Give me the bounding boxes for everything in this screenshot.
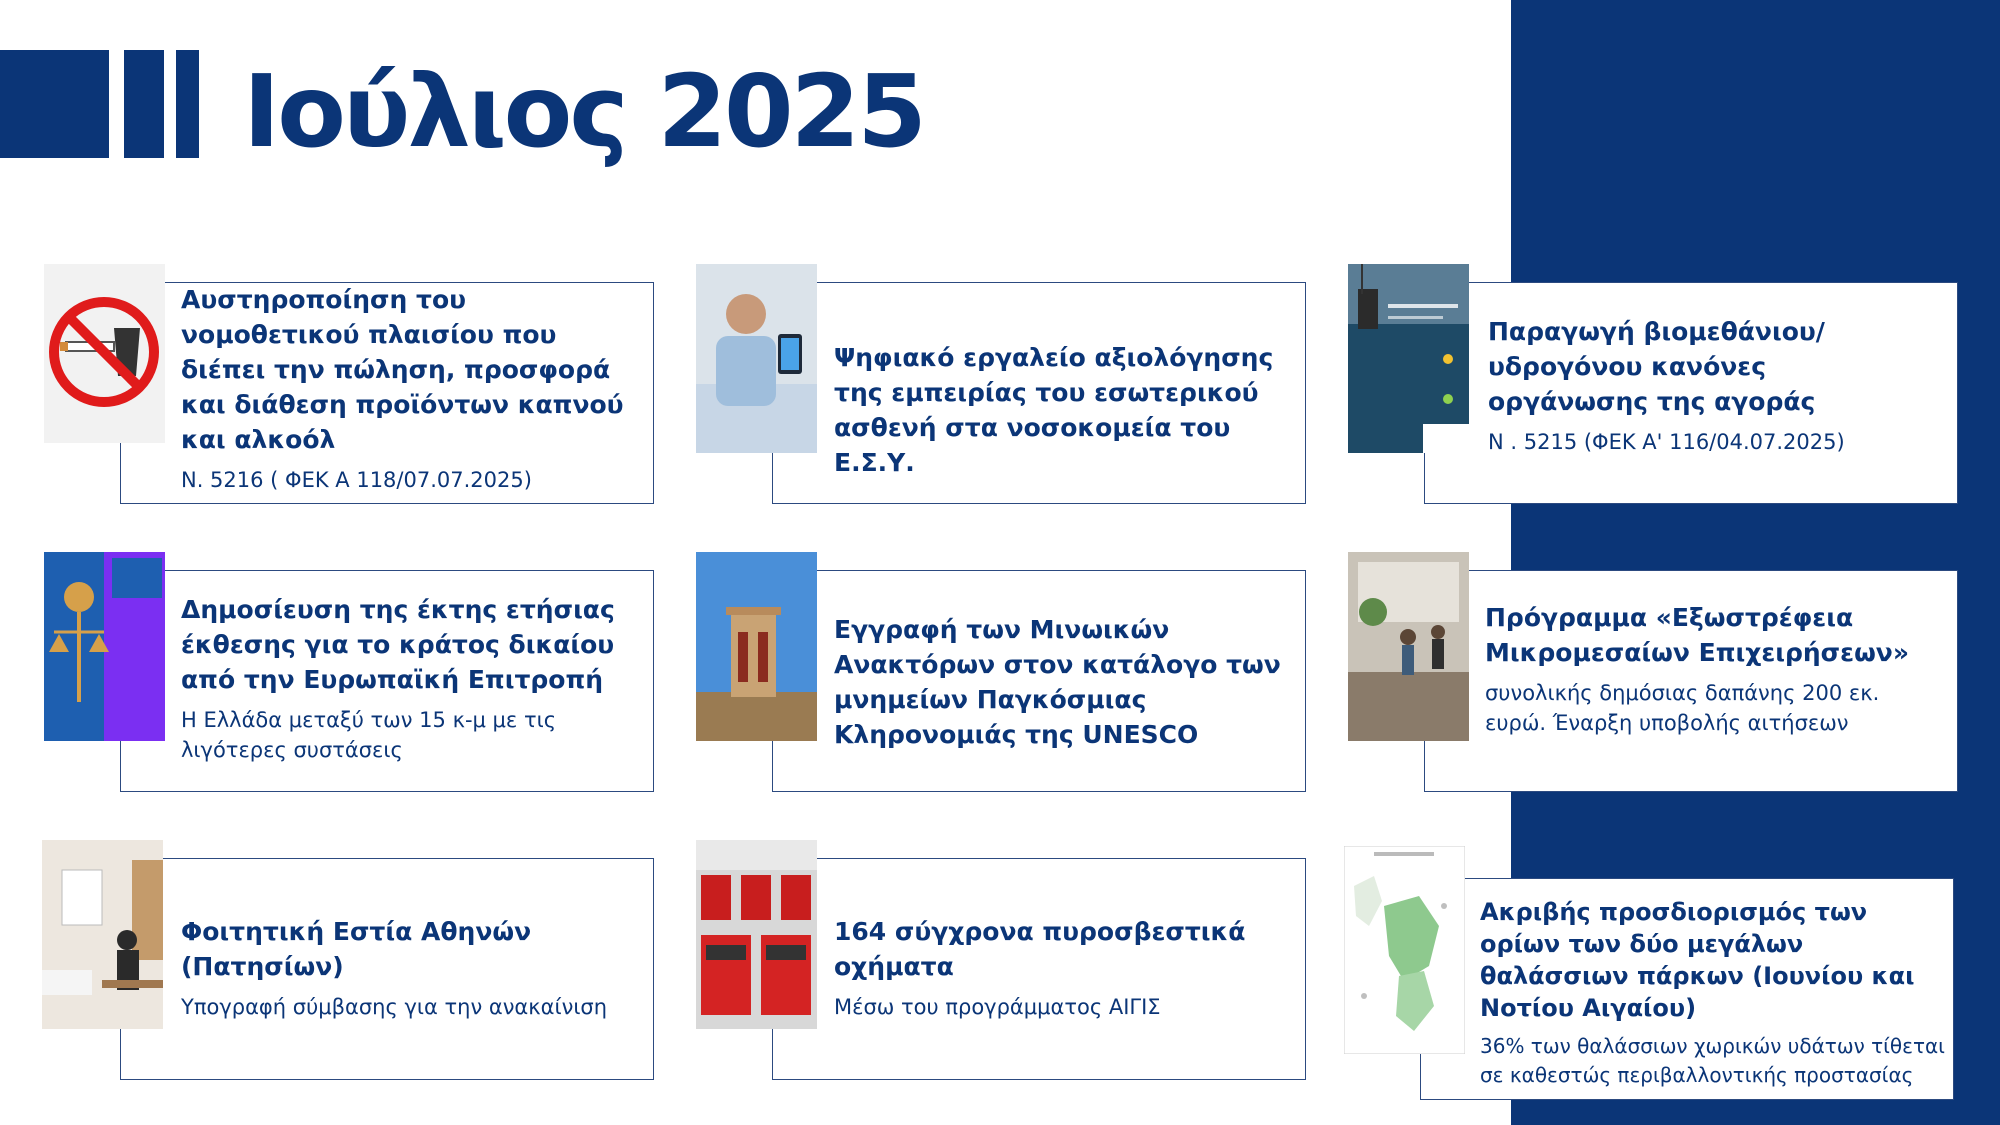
- card-subtitle: συνολικής δημόσιας δαπάνης 200 εκ. ευρώ. Έναρξη υποβολής αιτήσεων: [1485, 681, 1880, 735]
- card-title: 164 σύγχρονα πυροσβεστικά οχήματα: [834, 917, 1246, 981]
- card-subtitle: Υπογραφή σύμβασης για την ανακαίνιση: [181, 995, 608, 1019]
- card-title: Εγγραφή των Μινωικών Ανακτόρων στον κατάλογο των μνημείων Παγκόσμιας Κληρονομιάς της UNESCO: [834, 615, 1281, 749]
- minoan-palace-photo: [696, 552, 817, 741]
- page-title: Ιούλιος 2025: [243, 53, 924, 170]
- marine-parks-map: [1344, 846, 1465, 1054]
- rule-of-law-report-image: [44, 552, 165, 741]
- student-dorm-room-photo: [42, 840, 163, 1029]
- card-subtitle: Μέσω του προγράμματος ΑΙΓΙΣ: [834, 995, 1161, 1019]
- patient-tablet-photo: [696, 264, 817, 453]
- fire-trucks-photo: [696, 840, 817, 1029]
- card-title: Φοιτητική Εστία Αθηνών (Πατησίων): [181, 917, 532, 981]
- card-title: Ψηφιακό εργαλείο αξιολόγησης της εμπειρίας του εσωτερικού ασθενή στα νοσοκομεία του Ε.Σ.Υ.: [834, 343, 1274, 477]
- card-subtitle: Η Ελλάδα μεταξύ των 15 κ-μ με τις λιγότερες συστάσεις: [181, 708, 557, 762]
- card-title: Ακριβής προσδιορισμός των ορίων των δύο μεγάλων θαλάσσιων πάρκων (Ιουνίου και Νοτίου Αιγαίου): [1480, 898, 1915, 1022]
- card-title: Δημοσίευση της έκτης ετήσιας έκθεσης για το κράτος δικαίου από την Ευρωπαϊκή Επιτροπή: [181, 595, 615, 694]
- card-title: Πρόγραμμα «Εξωστρέφεια Μικρομεσαίων Επιχειρήσεων»: [1485, 603, 1909, 667]
- no-smoking-no-alcohol-icon: [44, 264, 165, 443]
- card-subtitle: Ν. 5216 ( ΦΕΚ Α 118/07.07.2025): [181, 468, 532, 492]
- card-title: Αυστηροποίηση του νομοθετικού πλαισίου που διέπει την πώληση, προσφορά και διάθεση προϊόντων καπνού και αλκοόλ: [181, 285, 624, 454]
- card-subtitle: Ν . 5215 (ΦΕΚ Α' 116/04.07.2025): [1488, 430, 1845, 454]
- offshore-platform-photo: [1348, 264, 1469, 453]
- office-workers-photo: [1348, 552, 1469, 741]
- card-subtitle: 36% των θαλάσσιων χωρικών υδάτων τίθεται σε καθεστώς περιβαλλοντικής προστασίας: [1480, 1034, 1945, 1087]
- card-title: Παραγωγή βιομεθάνιου/ υδρογόνου κανόνες οργάνωσης της αγοράς: [1488, 317, 1825, 416]
